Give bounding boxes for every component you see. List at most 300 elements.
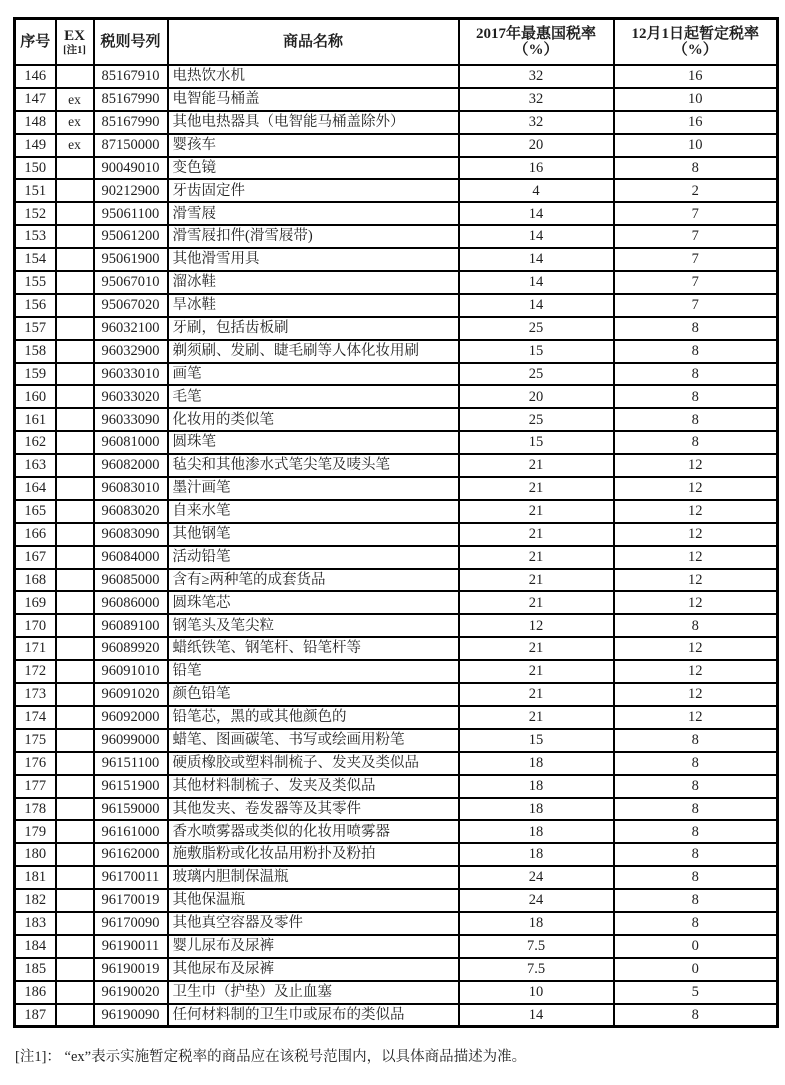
cell-no: 165	[15, 500, 56, 523]
table-row	[15, 683, 778, 706]
header-col-no-label: 序号	[20, 34, 51, 50]
cell-code: 96170090	[94, 912, 168, 935]
cell-ex	[56, 202, 94, 225]
cell-interim-rate: 8	[614, 912, 778, 935]
cell-mfn-rate: 21	[459, 477, 614, 500]
cell-interim-rate: 12	[614, 637, 778, 660]
cell-name: 蜡笔、图画碳笔、书写或绘画用粉笔	[168, 729, 459, 752]
cell-ex	[56, 317, 94, 340]
table-row	[15, 591, 778, 614]
table-row	[15, 317, 778, 340]
table-row	[15, 775, 778, 798]
cell-ex	[56, 65, 94, 88]
cell-no: 175	[15, 729, 56, 752]
cell-code: 96091010	[94, 660, 168, 683]
cell-name: 墨汁画笔	[168, 477, 459, 500]
cell-mfn-rate: 24	[459, 889, 614, 912]
cell-interim-rate: 12	[614, 706, 778, 729]
table-row	[15, 798, 778, 821]
cell-name: 其他尿布及尿裤	[168, 958, 459, 981]
cell-mfn-rate: 21	[459, 637, 614, 660]
cell-no: 178	[15, 798, 56, 821]
cell-name: 香水喷雾器或类似的化妆用喷雾器	[168, 820, 459, 843]
cell-mfn-rate: 25	[459, 317, 614, 340]
cell-code: 96151900	[94, 775, 168, 798]
cell-ex: ex	[56, 134, 94, 157]
cell-code: 96170019	[94, 889, 168, 912]
cell-ex	[56, 935, 94, 958]
cell-name: 剃须刷、发刷、睫毛刷等人体化妆用刷	[168, 340, 459, 363]
cell-mfn-rate: 12	[459, 614, 614, 637]
table-row	[15, 820, 778, 843]
cell-mfn-rate: 14	[459, 1004, 614, 1027]
cell-no: 156	[15, 294, 56, 317]
table-row	[15, 248, 778, 271]
table-row	[15, 706, 778, 729]
header-col-code	[94, 19, 168, 66]
cell-ex	[56, 591, 94, 614]
cell-ex	[56, 248, 94, 271]
cell-ex	[56, 569, 94, 592]
cell-code: 87150000	[94, 134, 168, 157]
cell-mfn-rate: 7.5	[459, 935, 614, 958]
cell-name: 电热饮水机	[168, 65, 459, 88]
cell-mfn-rate: 14	[459, 225, 614, 248]
cell-name: 电智能马桶盖	[168, 88, 459, 111]
table-row	[15, 294, 778, 317]
cell-ex	[56, 752, 94, 775]
cell-code: 96162000	[94, 843, 168, 866]
cell-no: 167	[15, 546, 56, 569]
cell-name: 圆珠笔	[168, 431, 459, 454]
cell-no: 168	[15, 569, 56, 592]
cell-code: 95061200	[94, 225, 168, 248]
cell-name: 其他材料制梳子、发夹及类似品	[168, 775, 459, 798]
table-row	[15, 431, 778, 454]
cell-ex	[56, 981, 94, 1004]
cell-interim-rate: 7	[614, 225, 778, 248]
cell-mfn-rate: 10	[459, 981, 614, 1004]
cell-no: 157	[15, 317, 56, 340]
cell-name: 颜色铅笔	[168, 683, 459, 706]
cell-ex	[56, 477, 94, 500]
cell-mfn-rate: 21	[459, 683, 614, 706]
cell-interim-rate: 8	[614, 775, 778, 798]
cell-name: 铅笔芯，黑的或其他颜色的	[168, 706, 459, 729]
table-row	[15, 523, 778, 546]
cell-mfn-rate: 16	[459, 157, 614, 180]
cell-interim-rate: 10	[614, 134, 778, 157]
cell-code: 96082000	[94, 454, 168, 477]
header-col-interim-rate-label: 12月1日起暂定税率	[631, 25, 759, 42]
table-row	[15, 111, 778, 134]
header-col-no	[15, 19, 56, 66]
cell-no: 148	[15, 111, 56, 134]
cell-interim-rate: 8	[614, 317, 778, 340]
cell-code: 96085000	[94, 569, 168, 592]
cell-no: 169	[15, 591, 56, 614]
cell-interim-rate: 8	[614, 1004, 778, 1027]
cell-name: 其他钢笔	[168, 523, 459, 546]
cell-mfn-rate: 32	[459, 65, 614, 88]
cell-interim-rate: 7	[614, 248, 778, 271]
table-row	[15, 385, 778, 408]
cell-ex	[56, 546, 94, 569]
cell-name: 自来水笔	[168, 500, 459, 523]
cell-ex	[56, 820, 94, 843]
table-row	[15, 981, 778, 1004]
cell-code: 96083090	[94, 523, 168, 546]
cell-name: 卫生巾（护垫）及止血塞	[168, 981, 459, 1004]
footnote: [注1]： “ex”表示实施暂定税率的商品应在该税号范围内，以具体商品描述为准。	[15, 1049, 527, 1066]
cell-interim-rate: 12	[614, 546, 778, 569]
cell-no: 174	[15, 706, 56, 729]
cell-mfn-rate: 14	[459, 271, 614, 294]
cell-code: 95067010	[94, 271, 168, 294]
cell-interim-rate: 8	[614, 729, 778, 752]
table-row	[15, 660, 778, 683]
cell-mfn-rate: 14	[459, 202, 614, 225]
cell-interim-rate: 10	[614, 88, 778, 111]
cell-interim-rate: 8	[614, 340, 778, 363]
cell-name: 溜冰鞋	[168, 271, 459, 294]
cell-name: 其他电热器具（电智能马桶盖除外）	[168, 111, 459, 134]
cell-code: 95061900	[94, 248, 168, 271]
cell-code: 96151100	[94, 752, 168, 775]
cell-mfn-rate: 18	[459, 752, 614, 775]
header-col-interim-rate	[614, 19, 778, 66]
cell-ex	[56, 683, 94, 706]
cell-name: 蜡纸铁笔、钢笔杆、铅笔杆等	[168, 637, 459, 660]
cell-name: 其他真空容器及零件	[168, 912, 459, 935]
cell-code: 96190011	[94, 935, 168, 958]
cell-code: 96083020	[94, 500, 168, 523]
cell-no: 182	[15, 889, 56, 912]
cell-interim-rate: 12	[614, 660, 778, 683]
cell-mfn-rate: 21	[459, 523, 614, 546]
cell-mfn-rate: 18	[459, 798, 614, 821]
cell-no: 147	[15, 88, 56, 111]
cell-no: 170	[15, 614, 56, 637]
cell-name: 其他保温瓶	[168, 889, 459, 912]
cell-no: 161	[15, 408, 56, 431]
cell-interim-rate: 0	[614, 935, 778, 958]
cell-no: 158	[15, 340, 56, 363]
cell-code: 85167910	[94, 65, 168, 88]
cell-interim-rate: 12	[614, 454, 778, 477]
cell-ex	[56, 385, 94, 408]
cell-mfn-rate: 21	[459, 569, 614, 592]
cell-mfn-rate: 32	[459, 88, 614, 111]
cell-ex	[56, 637, 94, 660]
cell-mfn-rate: 18	[459, 820, 614, 843]
cell-code: 96190019	[94, 958, 168, 981]
cell-interim-rate: 5	[614, 981, 778, 1004]
cell-ex	[56, 706, 94, 729]
cell-interim-rate: 7	[614, 294, 778, 317]
table-row	[15, 546, 778, 569]
cell-no: 176	[15, 752, 56, 775]
cell-mfn-rate: 18	[459, 912, 614, 935]
cell-name: 毛笔	[168, 385, 459, 408]
cell-ex	[56, 271, 94, 294]
cell-ex	[56, 454, 94, 477]
cell-code: 96086000	[94, 591, 168, 614]
cell-mfn-rate: 21	[459, 546, 614, 569]
table-row	[15, 477, 778, 500]
cell-name: 钢笔头及笔尖粒	[168, 614, 459, 637]
cell-code: 96091020	[94, 683, 168, 706]
cell-no: 151	[15, 179, 56, 202]
cell-name: 婴孩车	[168, 134, 459, 157]
cell-code: 96092000	[94, 706, 168, 729]
cell-mfn-rate: 15	[459, 431, 614, 454]
cell-interim-rate: 8	[614, 408, 778, 431]
header-col-name	[168, 19, 459, 66]
table-row	[15, 614, 778, 637]
cell-interim-rate: 12	[614, 523, 778, 546]
cell-interim-rate: 12	[614, 683, 778, 706]
cell-interim-rate: 12	[614, 477, 778, 500]
cell-ex	[56, 431, 94, 454]
cell-name: 化妆用的类似笔	[168, 408, 459, 431]
header-row	[15, 19, 778, 66]
table-row	[15, 225, 778, 248]
cell-ex	[56, 660, 94, 683]
cell-interim-rate: 16	[614, 65, 778, 88]
cell-ex	[56, 179, 94, 202]
header-col-mfn-rate	[459, 19, 614, 66]
cell-ex	[56, 294, 94, 317]
table-row	[15, 88, 778, 111]
cell-mfn-rate: 18	[459, 775, 614, 798]
cell-code: 96089920	[94, 637, 168, 660]
table-row	[15, 179, 778, 202]
cell-ex	[56, 729, 94, 752]
header-col-mfn-rate-unit: （%）	[513, 42, 559, 58]
cell-mfn-rate: 21	[459, 500, 614, 523]
cell-name: 圆珠笔芯	[168, 591, 459, 614]
cell-mfn-rate: 14	[459, 248, 614, 271]
cell-interim-rate: 2	[614, 179, 778, 202]
cell-no: 180	[15, 843, 56, 866]
cell-no: 146	[15, 65, 56, 88]
table-row	[15, 363, 778, 386]
table-row	[15, 935, 778, 958]
cell-code: 96089100	[94, 614, 168, 637]
cell-interim-rate: 16	[614, 111, 778, 134]
cell-no: 160	[15, 385, 56, 408]
cell-name: 玻璃内胆制保温瓶	[168, 866, 459, 889]
cell-code: 85167990	[94, 111, 168, 134]
table-row	[15, 65, 778, 88]
cell-code: 96190020	[94, 981, 168, 1004]
cell-code: 96033090	[94, 408, 168, 431]
cell-ex	[56, 340, 94, 363]
cell-code: 96032100	[94, 317, 168, 340]
cell-ex	[56, 775, 94, 798]
cell-name: 滑雪屐扣件(滑雪屐带)	[168, 225, 459, 248]
cell-mfn-rate: 24	[459, 866, 614, 889]
cell-no: 166	[15, 523, 56, 546]
cell-code: 85167990	[94, 88, 168, 111]
cell-no: 155	[15, 271, 56, 294]
cell-ex: ex	[56, 111, 94, 134]
cell-no: 183	[15, 912, 56, 935]
table-row	[15, 500, 778, 523]
cell-ex	[56, 523, 94, 546]
table-row	[15, 843, 778, 866]
cell-ex	[56, 889, 94, 912]
cell-no: 164	[15, 477, 56, 500]
cell-name: 硬质橡胶或塑料制梳子、发夹及类似品	[168, 752, 459, 775]
cell-no: 187	[15, 1004, 56, 1027]
cell-interim-rate: 8	[614, 798, 778, 821]
header-col-name-label: 商品名称	[282, 34, 343, 50]
cell-name: 含有≥两种笔的成套货品	[168, 569, 459, 592]
cell-interim-rate: 8	[614, 820, 778, 843]
cell-code: 96083010	[94, 477, 168, 500]
header-col-ex	[56, 19, 94, 66]
cell-ex	[56, 408, 94, 431]
cell-interim-rate: 8	[614, 363, 778, 386]
cell-code: 96084000	[94, 546, 168, 569]
cell-mfn-rate: 21	[459, 591, 614, 614]
cell-no: 186	[15, 981, 56, 1004]
cell-ex	[56, 798, 94, 821]
cell-no: 184	[15, 935, 56, 958]
table-row	[15, 340, 778, 363]
table-row	[15, 889, 778, 912]
cell-mfn-rate: 14	[459, 294, 614, 317]
cell-ex	[56, 614, 94, 637]
cell-mfn-rate: 32	[459, 111, 614, 134]
cell-code: 96033010	[94, 363, 168, 386]
cell-interim-rate: 8	[614, 431, 778, 454]
cell-name: 其他发夹、卷发器等及其零件	[168, 798, 459, 821]
cell-mfn-rate: 7.5	[459, 958, 614, 981]
cell-name: 其他滑雪用具	[168, 248, 459, 271]
table-row	[15, 752, 778, 775]
cell-ex	[56, 912, 94, 935]
cell-code: 96033020	[94, 385, 168, 408]
cell-name: 牙刷，包括齿板刷	[168, 317, 459, 340]
cell-name: 牙齿固定件	[168, 179, 459, 202]
cell-mfn-rate: 20	[459, 385, 614, 408]
header-col-interim-rate-unit: （%）	[672, 42, 718, 58]
cell-code: 96161000	[94, 820, 168, 843]
table-row	[15, 866, 778, 889]
cell-mfn-rate: 15	[459, 729, 614, 752]
cell-code: 90049010	[94, 157, 168, 180]
cell-no: 159	[15, 363, 56, 386]
cell-no: 162	[15, 431, 56, 454]
cell-no: 173	[15, 683, 56, 706]
cell-mfn-rate: 4	[459, 179, 614, 202]
cell-mfn-rate: 20	[459, 134, 614, 157]
table-row	[15, 729, 778, 752]
cell-interim-rate: 8	[614, 614, 778, 637]
cell-code: 90212900	[94, 179, 168, 202]
cell-code: 95067020	[94, 294, 168, 317]
cell-mfn-rate: 21	[459, 660, 614, 683]
cell-name: 任何材料制的卫生巾或尿布的类似品	[168, 1004, 459, 1027]
cell-no: 171	[15, 637, 56, 660]
cell-name: 婴儿尿布及尿裤	[168, 935, 459, 958]
header-col-mfn-rate-label: 2017年最惠国税率	[475, 25, 596, 42]
table-row	[15, 958, 778, 981]
cell-ex	[56, 958, 94, 981]
header-col-ex-label: EX	[64, 28, 85, 44]
table-row	[15, 637, 778, 660]
cell-mfn-rate: 21	[459, 454, 614, 477]
cell-name: 变色镜	[168, 157, 459, 180]
cell-no: 179	[15, 820, 56, 843]
cell-ex	[56, 843, 94, 866]
table-row	[15, 454, 778, 477]
cell-ex	[56, 500, 94, 523]
cell-mfn-rate: 25	[459, 408, 614, 431]
cell-no: 149	[15, 134, 56, 157]
table-row	[15, 1004, 778, 1027]
cell-code: 95061100	[94, 202, 168, 225]
cell-no: 150	[15, 157, 56, 180]
table-row	[15, 157, 778, 180]
cell-no: 163	[15, 454, 56, 477]
table-row	[15, 202, 778, 225]
table-row	[15, 271, 778, 294]
cell-no: 172	[15, 660, 56, 683]
cell-no: 152	[15, 202, 56, 225]
cell-code: 96032900	[94, 340, 168, 363]
cell-ex	[56, 157, 94, 180]
cell-no: 177	[15, 775, 56, 798]
cell-ex	[56, 225, 94, 248]
cell-no: 181	[15, 866, 56, 889]
table-row	[15, 912, 778, 935]
cell-name: 铅笔	[168, 660, 459, 683]
cell-no: 185	[15, 958, 56, 981]
cell-interim-rate: 12	[614, 500, 778, 523]
cell-mfn-rate: 25	[459, 363, 614, 386]
cell-mfn-rate: 21	[459, 706, 614, 729]
cell-ex	[56, 866, 94, 889]
table-row	[15, 134, 778, 157]
cell-interim-rate: 8	[614, 889, 778, 912]
cell-code: 96081000	[94, 431, 168, 454]
cell-no: 153	[15, 225, 56, 248]
cell-interim-rate: 7	[614, 202, 778, 225]
cell-interim-rate: 12	[614, 591, 778, 614]
cell-interim-rate: 8	[614, 157, 778, 180]
tariff-table	[13, 17, 779, 1028]
table-row	[15, 408, 778, 431]
cell-code: 96190090	[94, 1004, 168, 1027]
cell-name: 画笔	[168, 363, 459, 386]
header-col-ex-note: [注1]	[63, 44, 86, 56]
cell-interim-rate: 8	[614, 866, 778, 889]
cell-ex: ex	[56, 88, 94, 111]
cell-name: 毡尖和其他渗水式笔尖笔及唛头笔	[168, 454, 459, 477]
cell-mfn-rate: 18	[459, 843, 614, 866]
cell-code: 96170011	[94, 866, 168, 889]
cell-ex	[56, 363, 94, 386]
cell-ex	[56, 1004, 94, 1027]
table-row	[15, 569, 778, 592]
cell-interim-rate: 8	[614, 752, 778, 775]
cell-name: 施敷脂粉或化妆品用粉扑及粉拍	[168, 843, 459, 866]
cell-code: 96099000	[94, 729, 168, 752]
